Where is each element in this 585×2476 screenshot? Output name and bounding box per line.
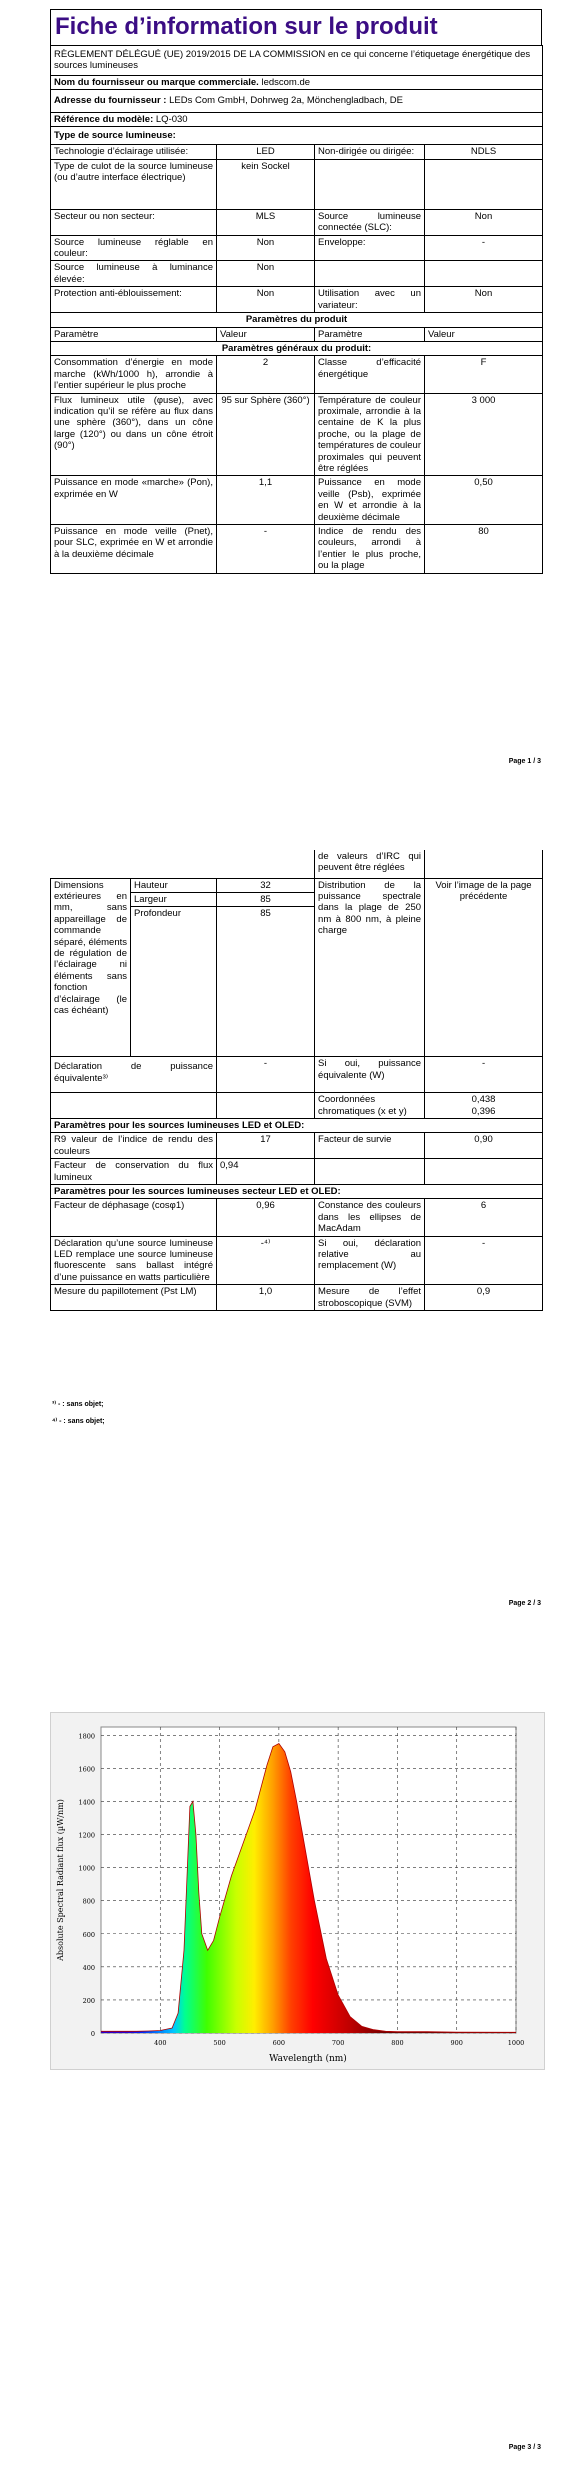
led-params-heading: Paramètres pour les sources lumineuses LED et OLED: [51,1118,543,1132]
replacement-yes-value: - [425,1236,543,1285]
stroboscopic-label: Mesure de l’effet stroboscopique (SVM) [315,1285,425,1311]
regulation-text: RÈGLEMENT DÉLÉGUÉ (UE) 2019/2015 DE LA COMMISSION en ce qui concerne l’étiquetage énergétique des sources lumineuses [51,46,543,76]
product-info-table-p2 [50,850,543,1311]
survival-factor-value: 0,90 [425,1133,543,1159]
col-header-param: Paramètre [315,327,425,341]
source-type-heading: Type de source lumineuse: [51,127,543,145]
flicker-value: 1,0 [217,1285,315,1311]
page-title: Fiche d’information sur le produit [50,9,542,45]
network-standby-label: Puissance en mode veille (Pnet), pour SLC, exprimée en W et arrondie à la deuxième décimale [51,525,217,574]
standby-power-value: 0,50 [425,476,543,525]
energy-consumption-label: Consommation d’énergie en mode marche (kWh/1000 h), arrondie à l’entier supérieur le plus proche [51,356,217,393]
mains-led-params-heading: Paramètres pour les sources lumineuses secteur LED et OLED: [51,1184,543,1198]
depth-value: 85 [217,907,315,1057]
spectrum-plot-svg [51,1713,544,2069]
cap-label: Type de culot de la source lumineuse (ou d’autre interface électrique) [51,159,217,209]
cri-label-continued: de valeurs d’IRC qui peuvent être réglées [315,850,425,878]
network-standby-value: - [217,525,315,574]
y-tick-label: 600 [82,1930,95,1939]
empty-cell [425,850,543,878]
cap-value: kein Sockel [217,159,315,209]
spd-label: Distribution de la puissance spectrale dans la plage de 250 nm à 800 nm, à pleine charge [315,878,425,1057]
glare-label: Protection anti-éblouissement: [51,287,217,313]
displacement-factor-label: Facteur de déphasage (cosφ1) [51,1199,217,1236]
y-tick-label: 1400 [78,1798,95,1807]
equivalent-power-yes-label: Si oui, puissance équivalente (W) [315,1057,425,1093]
empty-cell [51,1093,217,1119]
macadam-value: 6 [425,1199,543,1236]
address-label: Adresse du fournisseur : [54,95,167,107]
equivalent-power-value: - [217,1057,315,1093]
y-tick-label: 1000 [78,1864,95,1873]
displacement-factor-value: 0,96 [217,1199,315,1236]
model-value: LQ-030 [155,113,188,125]
slc-value: Non [425,209,543,235]
directional-label: Non-dirigée ou dirigée: [315,145,425,159]
tunable-value: Non [217,235,315,261]
equivalent-power-label: Déclaration de puissance équivalente³⁾ [51,1057,217,1093]
page-number: Page 2 / 3 [508,1600,541,1607]
page-number: Page 1 / 3 [508,758,541,765]
high-luminance-value: Non [217,261,315,287]
r9-label: R9 valeur de l’indice de rendu des couleurs [51,1133,217,1159]
y-tick-label: 1800 [78,1732,95,1741]
x-tick-label: 800 [391,2039,404,2047]
luminous-flux-label: Flux lumineux utile (φuse), avec indication qu’il se réfère au flux dans une sphère (360°), dans un cône large (120°) ou dans un cône étroit (90°) [51,393,217,476]
lumen-maintenance-label: Facteur de conservation du flux lumineux [51,1159,217,1185]
dimensions-label: Dimensions extérieures en mm, sans appareillage de commande séparé, éléments de régulation de l’éclairage ni éléments sans fonction d’éclairage (le cas échéant) [51,878,131,1057]
chromaticity-label: Coordonnées chromatiques (x et y) [315,1093,425,1119]
x-tick-label: 900 [450,2039,463,2047]
on-mode-power-label: Puissance en mode «marche» (Pon), exprimée en W [51,476,217,525]
height-value: 32 [217,878,315,892]
envelope-value: - [425,235,543,261]
glare-value: Non [217,287,315,313]
col-header-value: Valeur [425,327,543,341]
fluorescent-replacement-value: -⁴⁾ [217,1236,315,1285]
equivalent-power-yes-value: - [425,1057,543,1093]
page-number: Page 3 / 3 [508,2444,541,2451]
tech-value: LED [217,145,315,159]
cct-value: 3 000 [425,393,543,476]
footnote-3: ³⁾ - : sans objet; [52,1401,104,1408]
x-tick-label: 1000 [507,2039,525,2047]
empty-cell [315,1159,425,1185]
width-label: Largeur [131,892,217,906]
standby-power-label: Puissance en mode veille (Psb), exprimée en W et arrondie à la deuxième décimale [315,476,425,525]
r9-value: 17 [217,1133,315,1159]
empty-cell [51,850,315,878]
x-tick-label: 600 [272,2039,286,2047]
dimmer-value: Non [425,287,543,313]
y-tick-label: 200 [82,1996,95,2005]
efficiency-class-value: F [425,356,543,393]
y-tick-label: 1200 [78,1831,95,1840]
col-header-value: Valeur [217,327,315,341]
flicker-label: Mesure du papillotement (Pst LM) [51,1285,217,1311]
width-value: 85 [217,892,315,906]
energy-consumption-value: 2 [217,356,315,393]
empty-cell [217,1093,315,1119]
col-header-param: Paramètre [51,327,217,341]
survival-factor-label: Facteur de survie [315,1133,425,1159]
footnote-4: ⁴⁾ - : sans objet; [52,1418,105,1425]
product-params-heading: Paramètres du produit [51,313,543,327]
cri-label: Indice de rendu des couleurs, arrondi à l’entier le plus proche, ou la plage [315,525,425,574]
tunable-label: Source lumineuse réglable en couleur: [51,235,217,261]
supplier-value: ledscom.de [261,76,311,88]
model-label: Référence du modèle: [54,113,154,125]
depth-label: Profondeur [131,907,217,1057]
luminous-flux-value: 95 sur Sphère (360°) [217,393,315,476]
mains-label: Secteur ou non secteur: [51,209,217,235]
spectral-distribution-chart [50,1712,545,2070]
x-tick-label: 700 [331,2039,345,2047]
y-tick-label: 1600 [78,1765,95,1774]
y-tick-label: 800 [82,1897,95,1906]
dimmer-label: Utilisation avec un variateur: [315,287,425,313]
supplier-label: Nom du fournisseur ou marque commerciale. [54,76,259,88]
chromaticity-value [425,1093,543,1119]
tech-label: Technologie d’éclairage utilisée: [51,145,217,159]
mains-value: MLS [217,209,315,235]
fluorescent-replacement-label: Déclaration qu’une source lumineuse LED remplace une source lumineuse fluorescente sans ballast intégré d’une puissance en watts particulière [51,1236,217,1285]
x-axis-label: Wavelength (nm) [269,2054,347,2064]
envelope-label: Enveloppe: [315,235,425,261]
replacement-yes-label: Si oui, déclaration relative au remplacement (W) [315,1236,425,1285]
y-tick-label: 400 [82,1963,95,1972]
macadam-label: Constance des couleurs dans les ellipses de MacAdam [315,1199,425,1236]
slc-label: Source lumineuse connectée (SLC): [315,209,425,235]
directional-value: NDLS [425,145,543,159]
address-value: LEDs Com GmbH, Dohrweg 2a, Mönchengladbach, DE [169,95,404,107]
cri-value: 80 [425,525,543,574]
general-params-heading: Paramètres généraux du produit: [51,341,543,355]
on-mode-power-value: 1,1 [217,476,315,525]
y-tick-label: 0 [90,2030,95,2038]
efficiency-class-label: Classe d’efficacité énergétique [315,356,425,393]
high-luminance-label: Source lumineuse à luminance élevée: [51,261,217,287]
empty-cell [425,1159,543,1185]
spd-value: Voir l’image de la page précédente [425,878,543,1057]
chromaticity-y: 0,396 [471,1105,496,1117]
lumen-maintenance-value: 0,94 [217,1159,315,1185]
x-tick-label: 500 [213,2039,226,2047]
stroboscopic-value: 0,9 [425,1285,543,1311]
x-tick-label: 400 [154,2039,167,2047]
cct-label: Température de couleur proximale, arrondie à la centaine de K la plus proche, ou la plage de températures de couleur proximales qui peuvent être réglées [315,393,425,476]
chromaticity-x: 0,438 [471,1094,496,1106]
y-axis-label: Absolute Spectral Radiant flux (µW/nm) [56,1799,65,1961]
height-label: Hauteur [131,878,217,892]
